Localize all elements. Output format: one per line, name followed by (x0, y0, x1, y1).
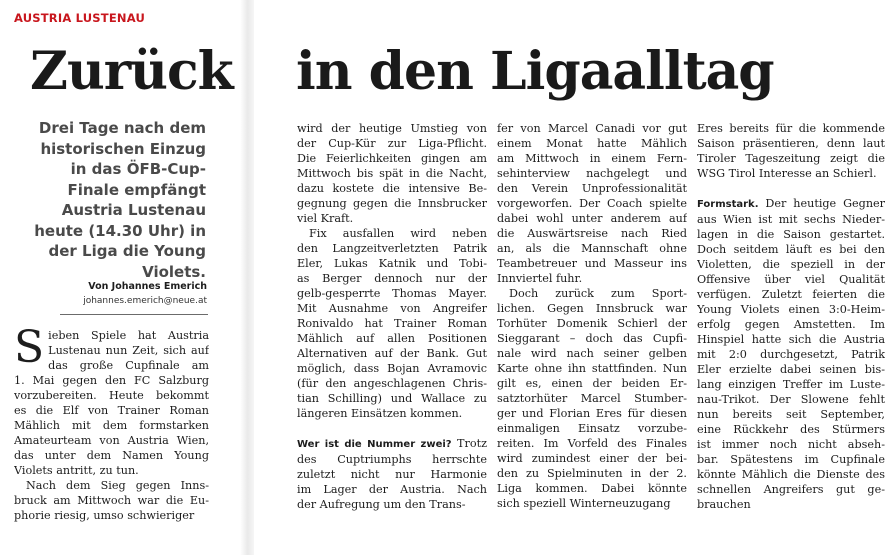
text-line: vorzubereiten. Heute bekommt (14, 389, 209, 402)
text-line: 1. Mai gegen den FC Salzburg (14, 374, 209, 387)
text-line: gelb-gesperrte Thomas Mayer. (297, 287, 487, 300)
text-line: der Cup-Kür zur Liga-Pflicht. (297, 137, 487, 150)
text-line (697, 181, 885, 196)
text-line: bruck am Mittwoch war die Eu- (14, 494, 209, 507)
text-line: gilt es, einen der beiden Er- (497, 377, 687, 390)
article-column-3 (497, 121, 687, 511)
text-line: tian Schilling) und Wallace zu (297, 392, 487, 405)
text-line: der Aufregung um den Trans- (297, 498, 466, 511)
text-line: Teambetreuer und Masseur ins (497, 257, 687, 270)
text-line: brauchen (697, 498, 751, 511)
text-line: Amateurteam von Austria Wien, (14, 434, 209, 447)
text-line: wird zumindest einer der bei- (497, 452, 687, 465)
text-line: Torhüter Domenik Schierl der (497, 317, 687, 330)
text-line: Wer ist die Nummer zwei? Trotz (297, 437, 487, 450)
article-column-1 (14, 322, 209, 523)
text-line: nun bereits seit September, (697, 408, 885, 421)
text-line: es die Elf von Trainer Roman (14, 404, 209, 417)
text-line: vorgeworfen. Der Coach spielte (497, 197, 687, 210)
text-line: eine Rückkehr des Stürmers (697, 423, 885, 436)
text-line: nau-Trikot. Der Slowene fehlt (697, 393, 885, 406)
text-line: Fix ausfallen wird neben (309, 227, 487, 240)
text-line: an, als die Mannschaft ohne (497, 242, 687, 255)
text-line: wird der heutige Umstieg von (297, 122, 487, 135)
text-line: Eler erzielte dabei seinen bis- (697, 363, 885, 376)
text-line: des Cuptriumphs herrschte (297, 453, 487, 466)
text-line: Lustenau nun Zeit, sich auf (48, 344, 209, 357)
text-line: Mittwoch bis spät in die Nacht, (297, 167, 487, 180)
text-line: könnte Mählich die Dienste des (697, 468, 885, 481)
text-line: mit 2:0 durchgesetzt, Patrik (697, 348, 885, 361)
text-line: Mählich auf allen Positionen (297, 332, 487, 345)
text-line: am Mittwoch in einem Fern- (497, 152, 687, 165)
byline-rule (60, 314, 208, 315)
text-line: Young Violets einen 3:0-Heim- (697, 303, 885, 316)
text-line: sich speziell Winterneuzugang (497, 497, 671, 510)
text-line: Violetten, die speziell in der (697, 258, 885, 271)
text-line: as Berger dennoch nur der (297, 272, 487, 285)
text-line: Liga kommen. Dabei könnte (497, 482, 687, 495)
text-line: Eler, Lukas Katnik und Tobi- (297, 257, 487, 270)
byline: Von Johannes Emerich (88, 281, 207, 292)
text-line: einmaligen Einsatz vorzube- (497, 422, 687, 435)
text-line: ieben Spiele hat Austria (48, 329, 209, 342)
section-label: AUSTRIA LUSTENAU (14, 11, 145, 25)
text-line: Innviertel fuhr. (497, 272, 583, 285)
lead-paragraph: Drei Tage nach dem historischen Einzug in das ÖFB-Cup-Finale empfängt Austria Lustenau heute (14.30 Uhr) in der Liga die Young Violets. (34, 119, 206, 281)
text-line: Tiroler Tageszeitung zeigt die (697, 152, 885, 165)
text-line: Alternativen auf der Bank. Gut (297, 347, 487, 360)
text-line: dabei wohl unter anderem auf (497, 212, 687, 225)
text-line: einem Monat hatte Mählich (497, 137, 687, 150)
text-line: Sieggarant – doch das Cupfi- (497, 332, 687, 345)
text-line: nale wird nach seiner gelben (497, 347, 687, 360)
text-line: den Verein Unprofessionalität (497, 182, 687, 195)
text-line: Mit Ausnahme von Angreifer (297, 302, 487, 315)
dropcap: S (14, 322, 45, 373)
text-line: Karte ohne ihn stattfinden. Nun (497, 362, 687, 375)
text-line: satztorhüter Marcel Stumber- (497, 392, 687, 405)
text-line: sehinterview nachgelegt und (497, 167, 687, 180)
text-line: ger und Florian Eres für diesen (497, 407, 687, 420)
text-line: im Lager der Austria. Nach (297, 483, 487, 496)
text-line: phorie riesig, umso schwieriger (14, 509, 195, 522)
headline-left: Zurück (30, 41, 233, 102)
text-line: Ronivaldo hat Trainer Roman (297, 317, 487, 330)
text-line: möglich, dass Bojan Avramovic (297, 362, 487, 375)
subhead: Wer ist die Nummer zwei? (297, 439, 452, 450)
text-line: erfolg gegen Amstetten. Im (697, 318, 885, 331)
text-line: WSG Tirol Interesse an Schierl. (697, 167, 877, 180)
text-line: Formstark. Der heutige Gegner (697, 197, 885, 210)
text-line: Violets antritt, zu tun. (14, 464, 139, 477)
text-line: aus Wien ist mit sechs Nieder- (697, 213, 885, 226)
text-line: fer von Marcel Canadi vor gut (497, 122, 687, 135)
text-line: Die Feierlichkeiten gingen am (297, 152, 487, 165)
text-line: Doch zurück zum Sport- (509, 287, 687, 300)
text-line: Offensive über viel Qualität (697, 273, 885, 286)
text-line: viel Kraft. (297, 212, 354, 225)
text-line: Saison präsentieren, denn laut (697, 137, 885, 150)
text-line: ist immer noch nicht abseh- (697, 438, 885, 451)
page-gutter (240, 0, 254, 555)
text-line: Eres bereits für die kommende (697, 122, 885, 135)
text-line: lichen. Gegen Innsbruck war (497, 302, 687, 315)
text-line: reiten. Im Vorfeld des Finales (497, 437, 687, 450)
text-line: Doch seitdem läuft es bei den (697, 243, 885, 256)
text-line: gegnung gegen die Innsbrucker (297, 197, 487, 210)
text-line: (für den angeschlagenen Chris- (297, 377, 487, 390)
text-line: Hinspiel hatte sich die Austria (697, 333, 885, 346)
article-column-4 (697, 121, 885, 512)
text-line: zuletzt nicht nur Harmonie (297, 468, 487, 481)
text-line: Nach dem Sieg gegen Inns- (26, 479, 209, 492)
article-column-2 (297, 121, 487, 512)
author-email: johannes.emerich@neue.at (83, 296, 207, 306)
text-line (297, 421, 487, 436)
text-line: das große Cupfinale am (48, 359, 209, 372)
text-line: die Auswärtsreise nach Ried (497, 227, 687, 240)
subhead: Formstark. (697, 199, 759, 210)
text-line: längeren Einsätzen kommen. (297, 407, 463, 420)
text-line: verfügen. Zuletzt feierten die (697, 288, 885, 301)
text-line: Mählich mit dem formstarken (14, 419, 209, 432)
text-line: das unter dem Namen Young (14, 449, 209, 462)
text-line: schnellen Angreifers gut ge- (697, 483, 885, 496)
text-line: den Langzeitverletzten Patrik (297, 242, 487, 255)
text-line: den zu Spielminuten in der 2. (497, 467, 687, 480)
headline-right: in den Ligaalltag (296, 41, 774, 102)
text-line: dazu kostete die intensive Be- (297, 182, 487, 195)
text-line: bar. Spätestens im Cupfinale (697, 453, 885, 466)
text-line: lang einzigen Treffer im Luste- (697, 378, 885, 391)
text-line: lagen in die Saison gestartet. (697, 228, 885, 241)
